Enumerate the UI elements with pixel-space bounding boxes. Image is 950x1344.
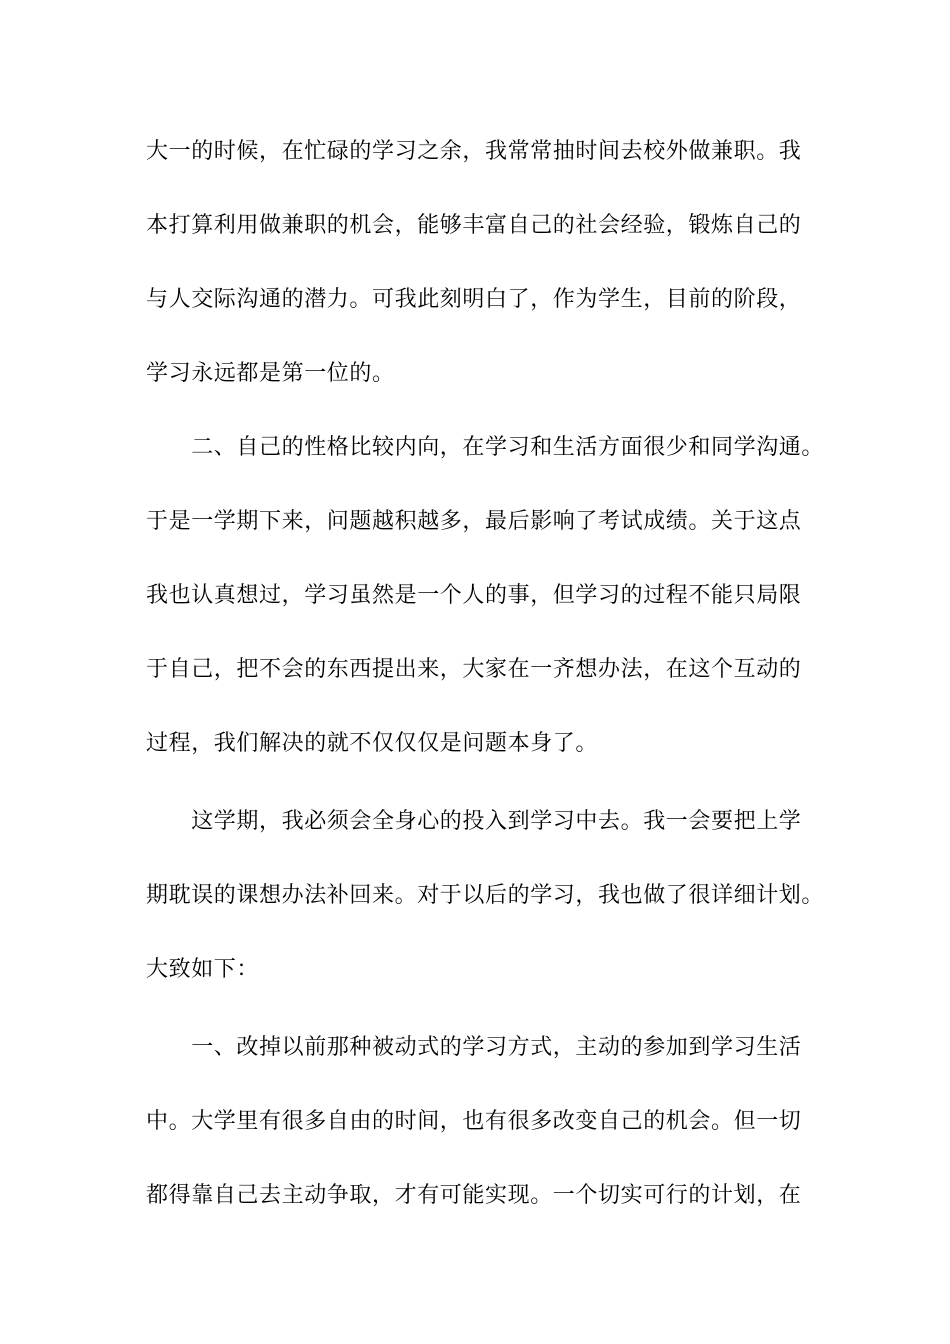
- text-line: 于是一学期下来，问题越积越多，最后影响了考试成绩。关于这点: [146, 509, 802, 534]
- text-line: 这学期，我必须会全身心的投入到学习中去。我一会要把上学: [146, 809, 802, 834]
- text-line: 大一的时候，在忙碌的学习之余，我常常抽时间去校外做兼职。我: [146, 139, 802, 164]
- text-line: 与人交际沟通的潜力。可我此刻明白了，作为学生，目前的阶段，: [146, 287, 802, 312]
- text-line: 期耽误的课想办法补回来。对于以后的学习，我也做了很详细计划。: [146, 883, 825, 908]
- text-line: 于自己，把不会的东西提出来，大家在一齐想办法，在这个互动的: [146, 657, 802, 682]
- text-line: 都得靠自己去主动争取，才有可能实现。一个切实可行的计划，在: [146, 1183, 802, 1208]
- text-line: 二、自己的性格比较内向，在学习和生活方面很少和同学沟通。: [146, 435, 825, 460]
- text-line: 过程，我们解决的就不仅仅仅是问题本身了。: [146, 731, 599, 756]
- text-line: 中。大学里有很多自由的时间，也有很多改变自己的机会。但一切: [146, 1109, 802, 1134]
- text-line: 学习永远都是第一位的。: [146, 361, 395, 386]
- text-line: 本打算利用做兼职的机会，能够丰富自己的社会经验，锻炼自己的: [146, 213, 802, 238]
- text-line: 我也认真想过，学习虽然是一个人的事，但学习的过程不能只局限: [146, 583, 802, 608]
- text-line: 一、改掉以前那种被动式的学习方式，主动的参加到学习生活: [146, 1035, 802, 1060]
- text-line: 大致如下：: [146, 957, 260, 982]
